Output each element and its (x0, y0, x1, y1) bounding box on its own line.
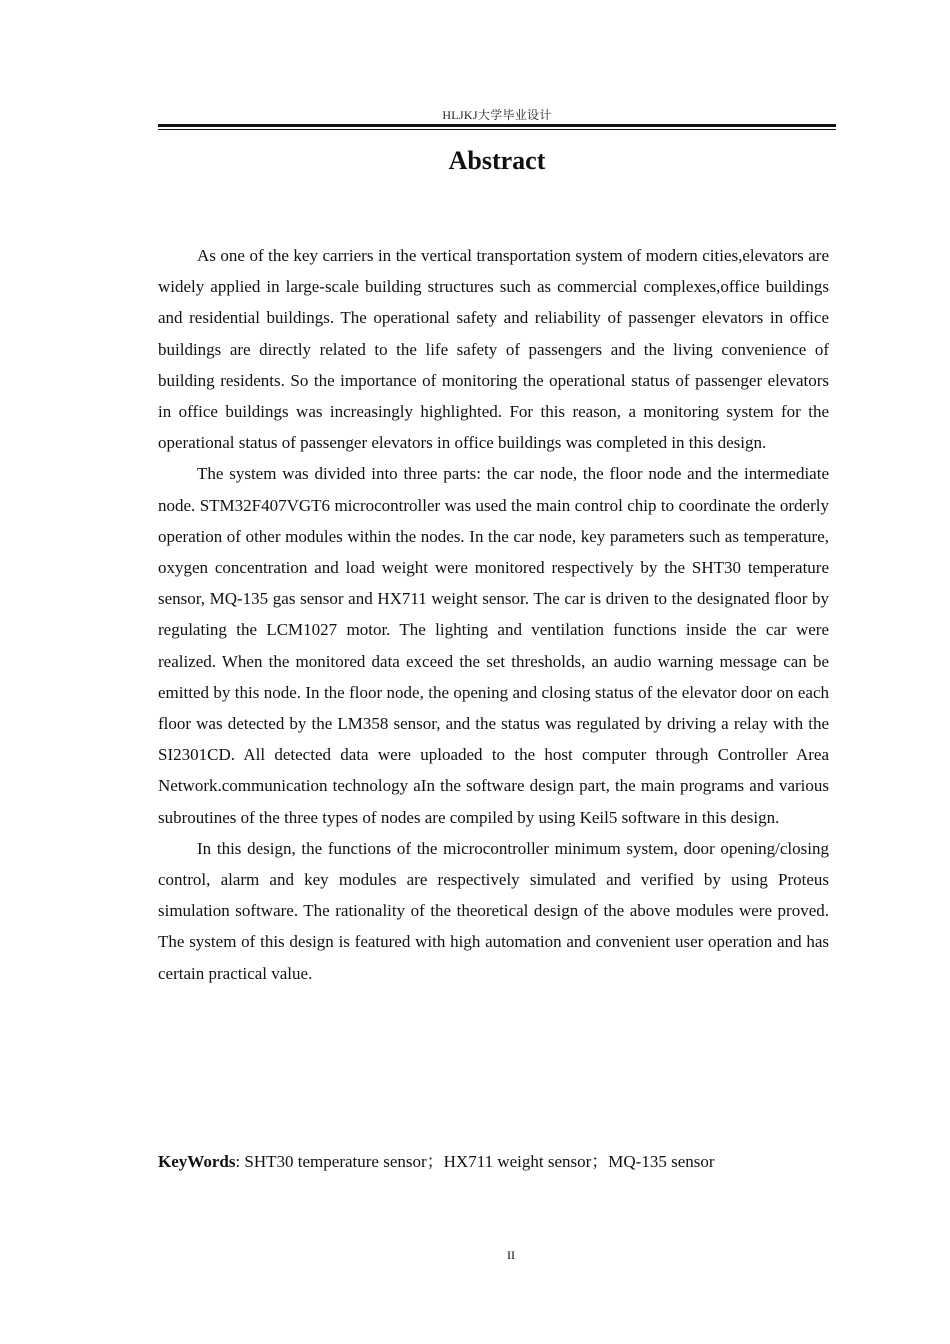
keywords-line (158, 1146, 829, 1177)
header-rule-thin (158, 129, 836, 130)
abstract-paragraph-2: The system was divided into three parts: the car node, the floor node and the intermediate node. STM32F407VGT6 microcontroller was used the main control chip to coordinate the orderly operation of other modules within the nodes. In the car node, key parameters such as temperature, oxygen concentration and load weight were monitored respectively by the SHT30 temperature sensor, MQ-135 gas sensor and HX711 weight sensor. The car is driven to the designated floor by regulating the LCM1027 motor. The lighting and ventilation functions inside the car were realized. When the monitored data exceed the set thresholds, an audio warning message can be emitted by this node. In the floor node, the opening and closing status of the elevator door on each floor was detected by the LM358 sensor, and the status was regulated by driving a relay with the SI2301CD. All detected data were uploaded to the host computer through Controller Area Network.communication technology aIn the software design part, the main programs and various subroutines of the three types of nodes are compiled by using Keil5 software in this design. (158, 464, 829, 827)
keywords-label: KeyWords (158, 1152, 236, 1171)
header-rule-thick (158, 124, 836, 127)
keywords-text: : SHT30 temperature sensor；HX711 weight sensor；MQ-135 sensor (235, 1152, 715, 1171)
abstract-body (158, 240, 829, 989)
page-number: II (507, 1248, 515, 1262)
abstract-paragraph-1: As one of the key carriers in the vertical transportation system of modern cities,elevators are widely applied in large-scale building structures such as commercial complexes,office buildings and residential buildings. The operational safety and reliability of passenger elevators in office buildings are directly related to the life safety of passengers and the living convenience of building residents. So the importance of monitoring the operational status of passenger elevators in office buildings was increasingly highlighted. For this reason, a monitoring system for the operational status of passenger elevators in office buildings was completed in this design. (158, 246, 829, 453)
abstract-paragraph-3: In this design, the functions of the microcontroller minimum system, door opening/closing control, alarm and key modules are respectively simulated and verified by using Proteus simulation software. The rationality of the theoretical design of the above modules were proved. The system of this design is featured with high automation and convenient user operation and has certain practical value. (158, 838, 829, 983)
page-title: Abstract (448, 146, 546, 175)
running-header: HLJKJ大学毕业设计 (442, 108, 552, 122)
